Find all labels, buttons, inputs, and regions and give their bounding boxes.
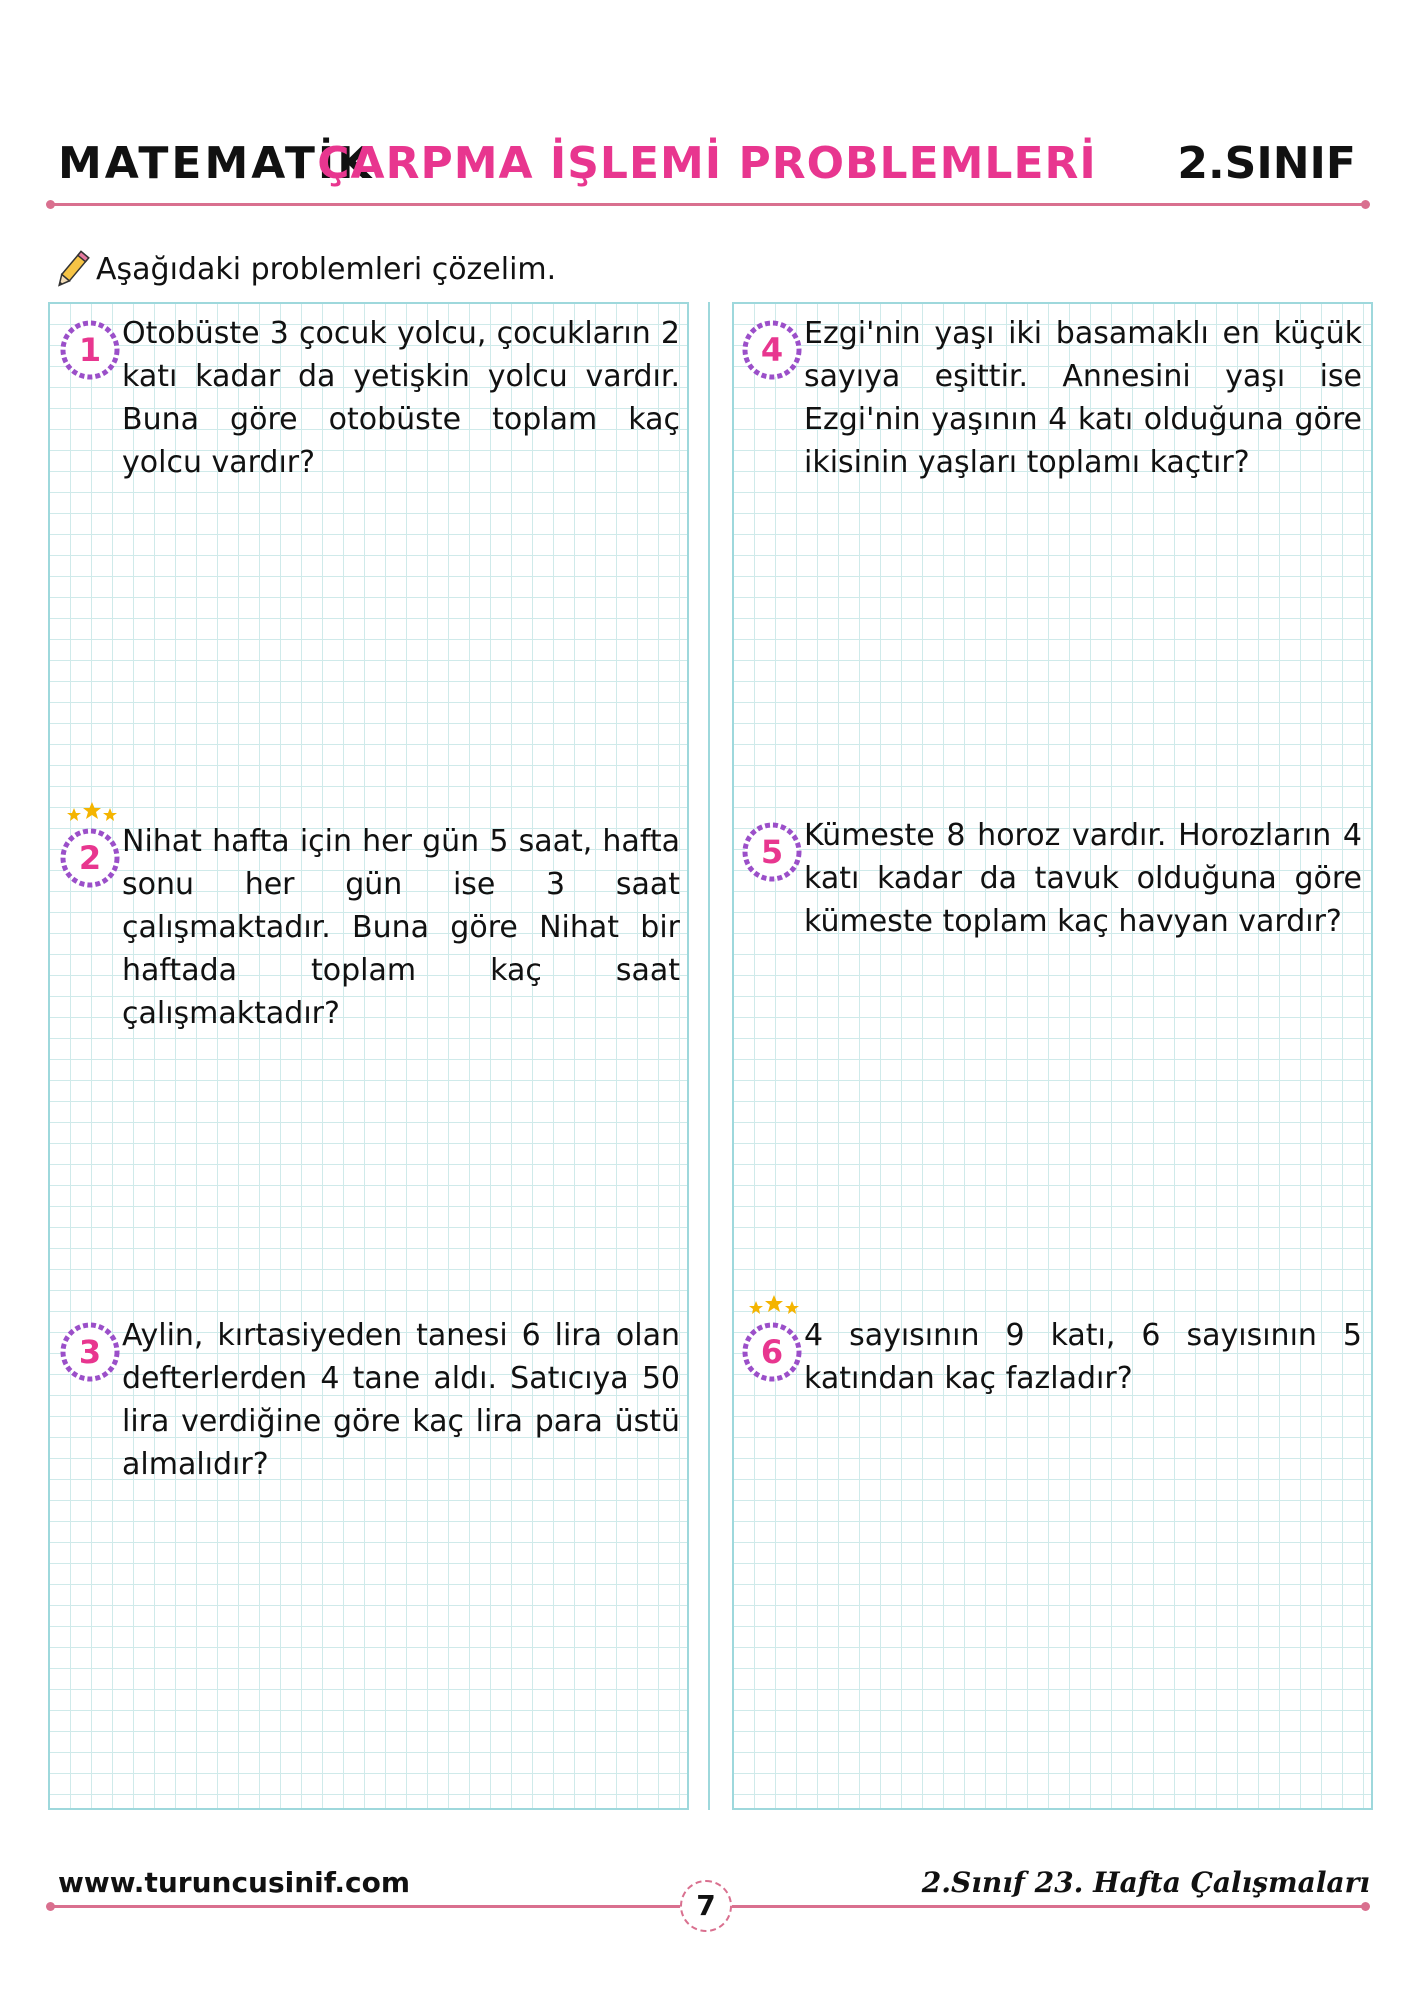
instruction-text: Aşağıdaki problemleri çözelim. xyxy=(96,252,557,287)
problem-text: Aylin, kırtasiyeden tanesi 6 lira olan defterlerden 4 tane aldı. Satıcıya 50 lira verdiğine göre kaç lira para üstü almalıdır? xyxy=(122,1318,680,1482)
website-link[interactable]: www.turuncusinif.com xyxy=(58,1866,411,1899)
pencil-icon xyxy=(52,248,92,292)
page-title: ÇARPMA İŞLEMİ PROBLEMLERİ xyxy=(317,138,1097,189)
week-label: 2.Sınıf 23. Hafta Çalışmaları xyxy=(921,1866,1370,1899)
grade-label: 2.SINIF xyxy=(1177,138,1356,189)
problem-text: 4 sayısının 9 katı, 6 sayısının 5 katından kaç fazladır? xyxy=(804,1318,1362,1396)
problem-number: 3 xyxy=(78,1333,102,1371)
problem-number: 4 xyxy=(760,331,784,369)
page-number: 7 xyxy=(680,1880,732,1932)
problem-text: Otobüste 3 çocuk yolcu, çocukların 2 katı kadar da yetişkin yolcu vardır. Buna göre otobüste toplam kaç yolcu vardır? xyxy=(122,316,680,480)
problem-text: Nihat hafta için her gün 5 saat, hafta sonu her gün ise 3 saat çalışmaktadır. Buna göre Nihat bir haftada toplam kaç saat çalışmaktadır? xyxy=(122,824,680,1031)
problem-number: 2 xyxy=(78,839,102,877)
problem-number: 6 xyxy=(760,1333,784,1371)
left-answer-grid xyxy=(48,302,689,1810)
problem-text: Kümeste 8 horoz vardır. Horozların 4 katı kadar da tavuk olduğuna göre kümeste toplam kaç havyan vardır? xyxy=(804,818,1362,939)
problem-number: 1 xyxy=(78,331,102,369)
problem-number: 5 xyxy=(760,833,784,871)
right-answer-grid xyxy=(732,302,1373,1810)
problem-text: Ezgi'nin yaşı iki basamaklı en küçük sayıya eşittir. Annesini yaşı ise Ezgi'nin yaşının 4 katı olduğuna göre ikisinin yaşları toplamı kaçtır? xyxy=(804,316,1362,480)
subject-label: MATEMATİK xyxy=(58,138,375,189)
header-divider xyxy=(50,203,1366,206)
center-divider xyxy=(708,302,710,1810)
stars-icon xyxy=(744,1293,804,1317)
stars-icon xyxy=(62,800,122,824)
